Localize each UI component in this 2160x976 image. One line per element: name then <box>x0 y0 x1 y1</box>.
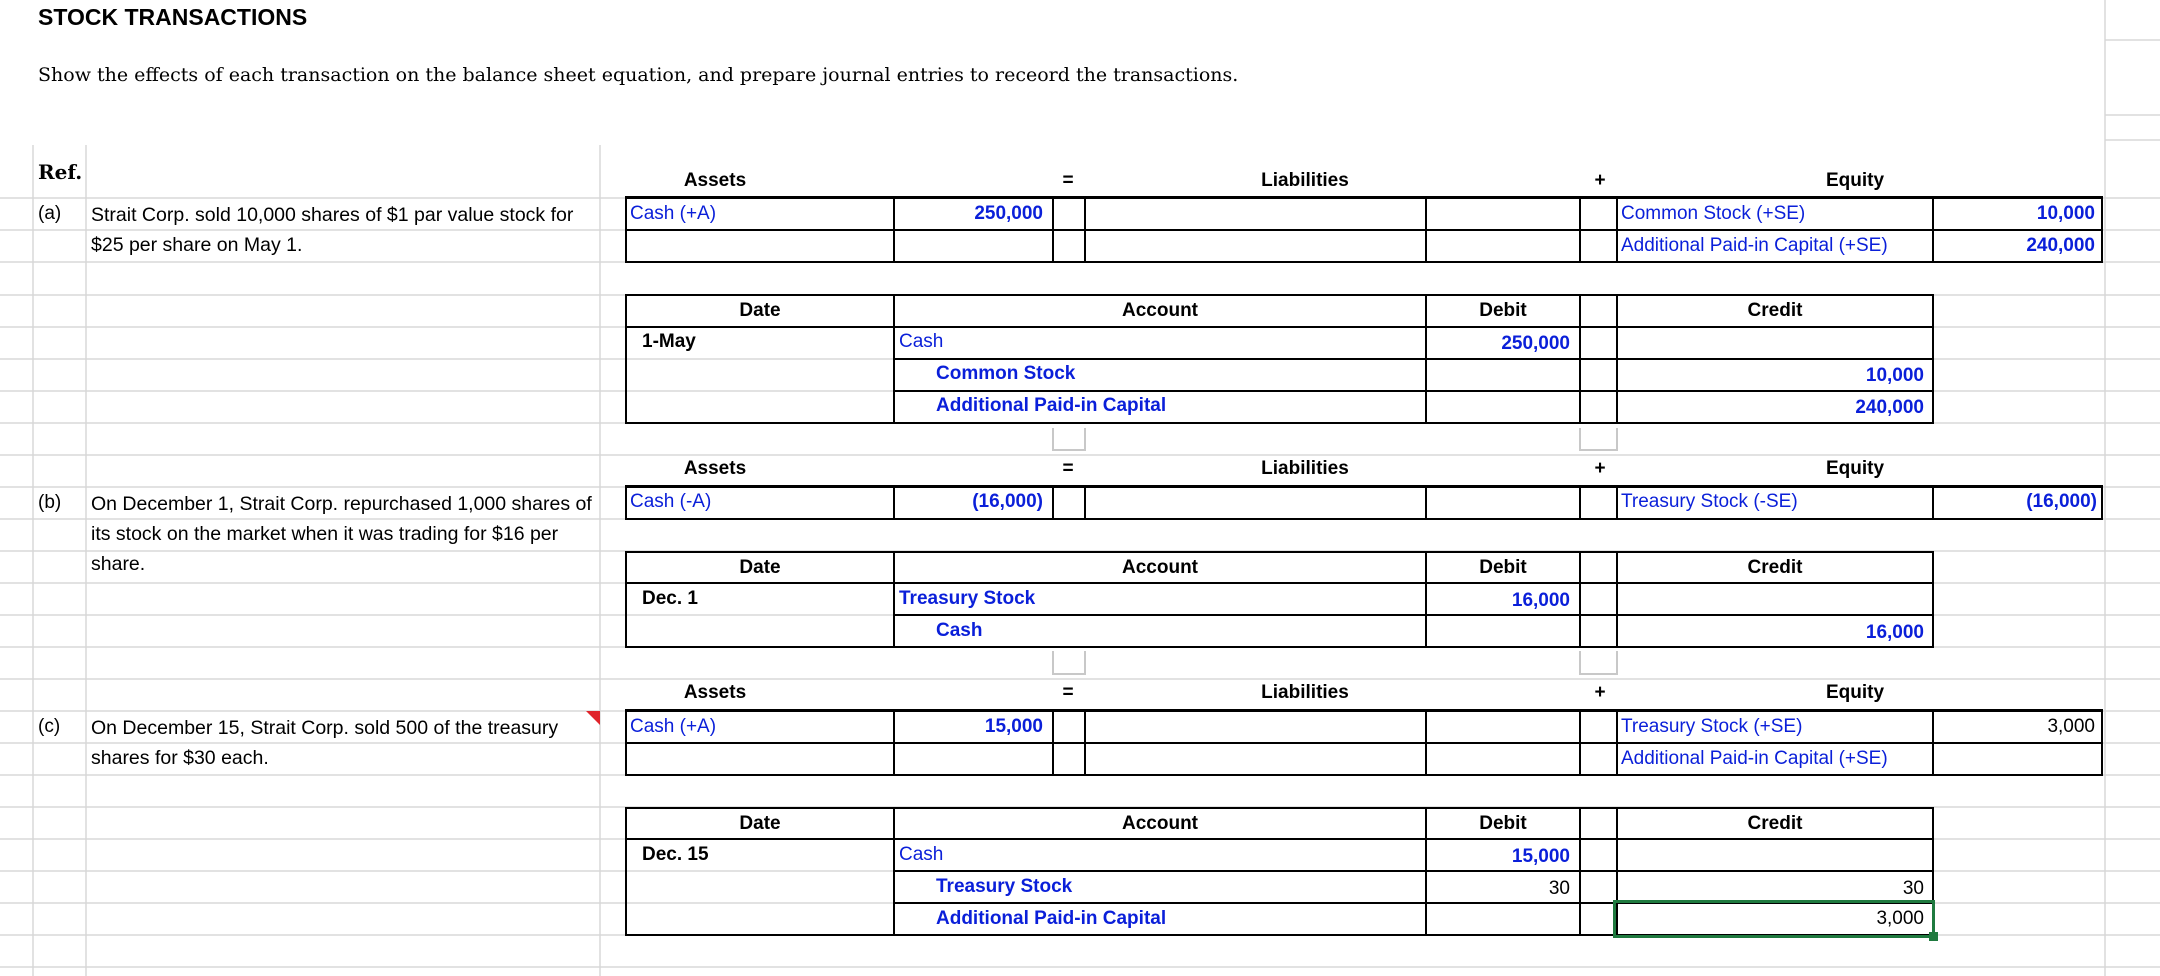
journal-debit-header-c: Debit <box>1479 813 1527 834</box>
equity-account-b-1[interactable]: Treasury Stock (-SE) <box>1621 491 1798 512</box>
asset-amount-a[interactable]: 250,000 <box>974 203 1043 224</box>
liabilities-header-a: Liabilities <box>1261 170 1349 191</box>
journal-debit-c-1[interactable]: 15,000 <box>1511 846 1570 867</box>
journal-credit-c-2[interactable]: 30 <box>1902 878 1924 899</box>
journal-account-header-c: Account <box>1122 813 1198 834</box>
equity-account-a-2[interactable]: Additional Paid-in Capital (+SE) <box>1621 235 1888 256</box>
equity-header-c: Equity <box>1825 682 1885 703</box>
description-c: On December 15, Strait Corp. sold 500 of the treasury shares for $30 each. <box>91 717 559 769</box>
assets-header-c: Assets <box>683 682 747 703</box>
journal-debit-b-1[interactable]: 16,000 <box>1511 590 1570 611</box>
equity-header-b: Equity <box>1825 458 1885 479</box>
journal-account-c-1[interactable]: Cash <box>899 844 944 865</box>
journal-account-header-b: Account <box>1122 557 1198 578</box>
journal-account-header-a: Account <box>1122 300 1198 321</box>
fill-handle[interactable] <box>1929 932 1938 941</box>
journal-account-b-1[interactable]: Treasury Stock <box>899 588 1036 609</box>
journal-date-c[interactable]: Dec. 15 <box>642 844 709 865</box>
journal-credit-header-a: Credit <box>1747 300 1803 321</box>
equity-account-c-1[interactable]: Treasury Stock (+SE) <box>1621 716 1803 737</box>
journal-account-a-2[interactable]: Common Stock <box>936 363 1076 384</box>
plus-sign-b: + <box>1594 458 1606 479</box>
asset-account-a[interactable]: Cash (+A) <box>630 203 717 224</box>
assets-header-b: Assets <box>683 458 747 479</box>
journal-date-header-b: Date <box>739 557 781 578</box>
journal-credit-a-2[interactable]: 10,000 <box>1865 365 1924 386</box>
equity-amount-a-1[interactable]: 10,000 <box>2036 203 2095 224</box>
page-title: STOCK TRANSACTIONS <box>38 4 308 30</box>
equals-sign-c: = <box>1062 682 1074 703</box>
equals-sign-a: = <box>1062 170 1074 191</box>
journal-credit-header-c: Credit <box>1747 813 1803 834</box>
journal-credit-b-2[interactable]: 16,000 <box>1865 622 1924 643</box>
journal-account-a-3[interactable]: Additional Paid-in Capital <box>936 395 1167 416</box>
instructions: Show the effects of each transaction on the balance sheet equation, and prepare journal entries to receord the transactions. <box>38 64 1239 86</box>
equals-sign-b: = <box>1062 458 1074 479</box>
equity-amount-c-1[interactable]: 3,000 <box>2047 716 2095 737</box>
plus-sign-c: + <box>1594 682 1606 703</box>
journal-account-c-2[interactable]: Treasury Stock <box>936 876 1073 897</box>
journal-date-a[interactable]: 1-May <box>642 331 696 352</box>
journal-credit-c-3[interactable]: 3,000 <box>1876 908 1924 929</box>
description-a: Strait Corp. sold 10,000 shares of $1 par value stock for $25 per share on May 1. <box>91 204 574 256</box>
equity-account-c-2[interactable]: Additional Paid-in Capital (+SE) <box>1621 748 1888 769</box>
asset-amount-c[interactable]: 15,000 <box>984 716 1043 737</box>
journal-credit-a-3[interactable]: 240,000 <box>1855 397 1924 418</box>
journal-debit-c-2[interactable]: 30 <box>1548 878 1570 899</box>
journal-debit-header-b: Debit <box>1479 557 1527 578</box>
journal-date-header-c: Date <box>739 813 781 834</box>
ref-c: (c) <box>38 716 61 737</box>
asset-amount-b[interactable]: (16,000) <box>972 491 1043 512</box>
ref-a: (a) <box>38 203 62 224</box>
journal-debit-header-a: Debit <box>1479 300 1527 321</box>
journal-account-c-3[interactable]: Additional Paid-in Capital <box>936 908 1167 929</box>
description-b: On December 1, Strait Corp. repurchased 1,000 shares of its stock on the market when it was trading for $16 per share. <box>91 493 592 575</box>
asset-account-b[interactable]: Cash (-A) <box>630 491 712 512</box>
asset-account-c[interactable]: Cash (+A) <box>630 716 717 737</box>
equity-amount-a-2[interactable]: 240,000 <box>2026 235 2095 256</box>
ref-b: (b) <box>38 492 62 513</box>
equity-amount-b-1[interactable]: (16,000) <box>2026 491 2097 512</box>
equity-header-a: Equity <box>1825 170 1885 191</box>
equity-account-a-1[interactable]: Common Stock (+SE) <box>1621 203 1806 224</box>
assets-header-a: Assets <box>683 170 747 191</box>
journal-date-b[interactable]: Dec. 1 <box>642 588 698 609</box>
journal-account-b-2[interactable]: Cash <box>936 620 983 641</box>
liabilities-header-c: Liabilities <box>1261 682 1349 703</box>
journal-credit-header-b: Credit <box>1747 557 1803 578</box>
plus-sign-a: + <box>1594 170 1606 191</box>
journal-account-a-1[interactable]: Cash <box>899 331 944 352</box>
ref-column-header: Ref. <box>38 160 83 184</box>
liabilities-header-b: Liabilities <box>1261 458 1349 479</box>
journal-date-header-a: Date <box>739 300 781 321</box>
journal-debit-a-1[interactable]: 250,000 <box>1501 333 1570 354</box>
